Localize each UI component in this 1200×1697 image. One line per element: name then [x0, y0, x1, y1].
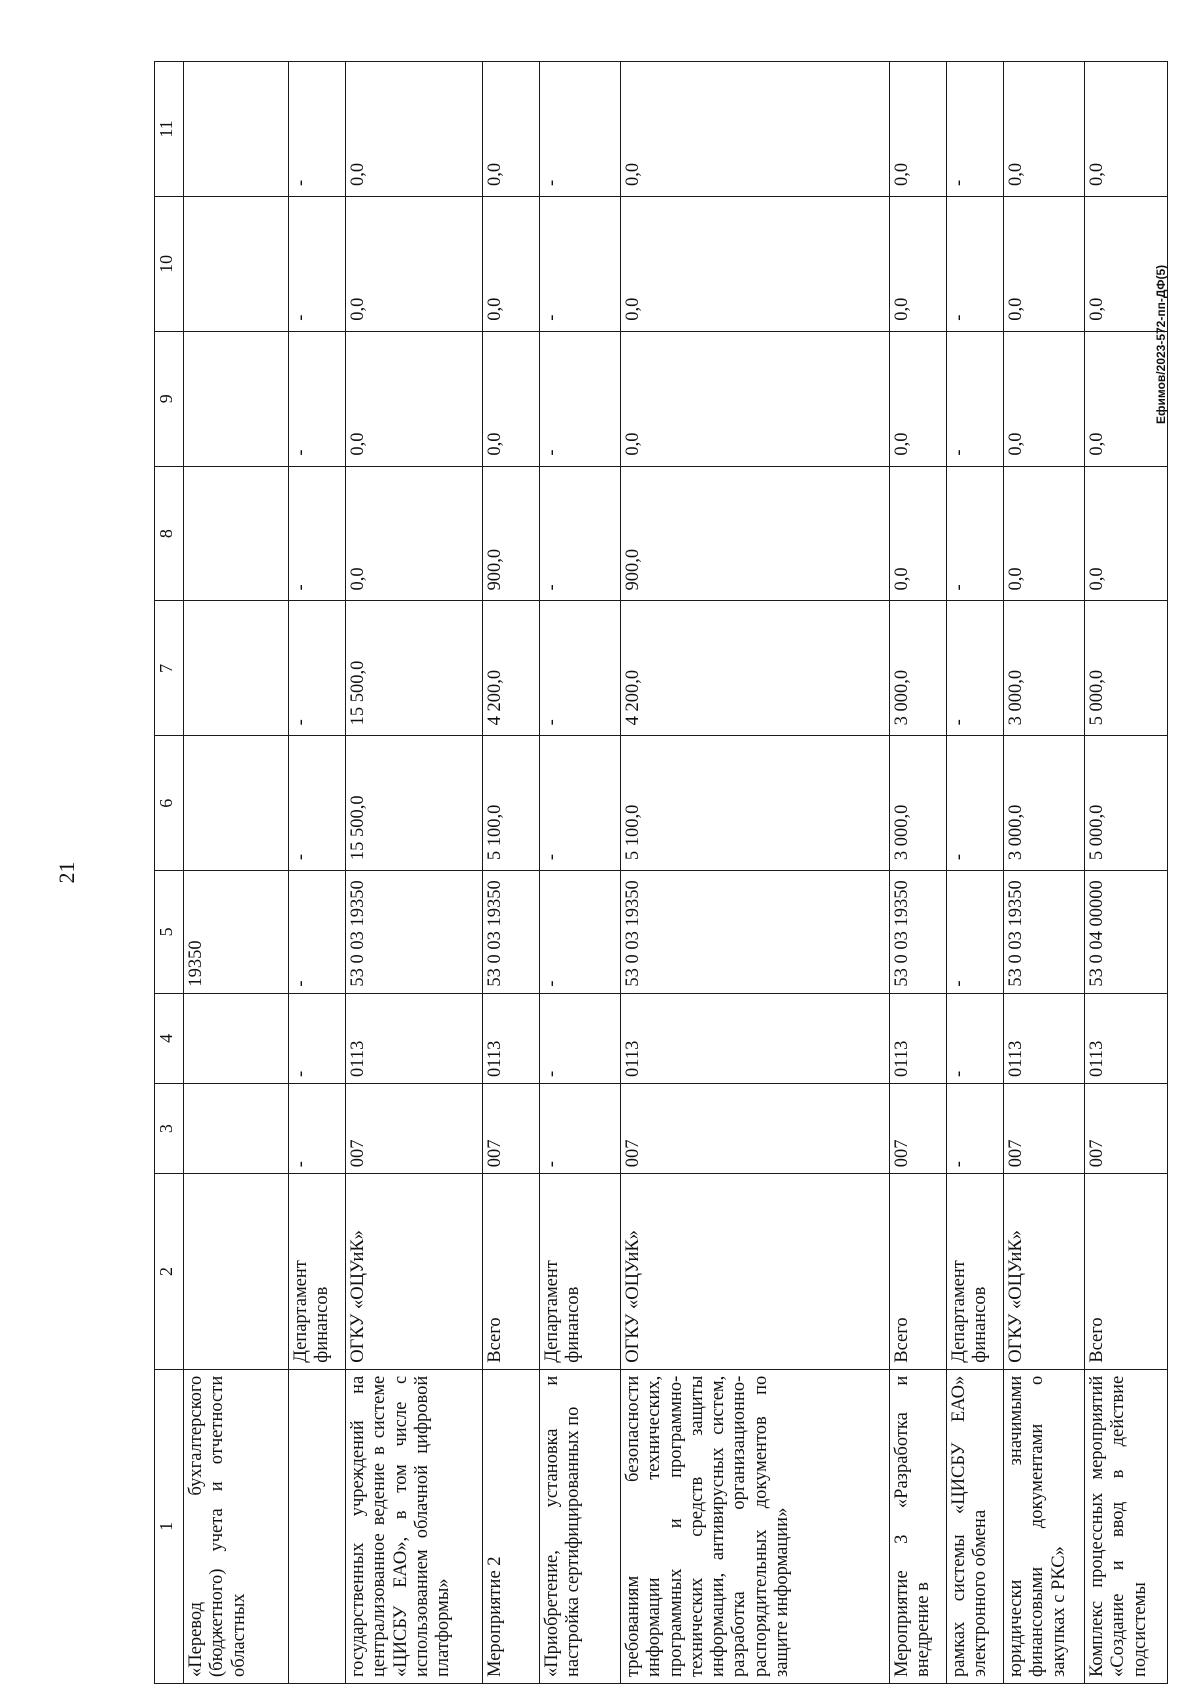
amount-col9-cell: 0,0	[483, 331, 540, 466]
amount-regional-cell: 3 000,0	[890, 601, 947, 736]
event-name-cell: государственных учреждений на централизованное ведение в системе «ЦИСБУ ЕАО», в том числе с использованием облачной цифровой платформы»	[346, 1369, 483, 1683]
amount-federal-cell: 0,0	[1004, 466, 1085, 601]
amount-col11-cell: -	[289, 62, 346, 197]
amount-col10-cell: -	[947, 196, 1004, 331]
amount-federal-cell: 900,0	[621, 466, 890, 601]
gov-code-cell: -	[540, 1083, 621, 1173]
table-row	[346, 62, 483, 1684]
amount-col9-cell	[184, 331, 289, 466]
amount-federal-cell: -	[289, 466, 346, 601]
gov-code-cell: 007	[1004, 1083, 1085, 1173]
amount-col9-cell: 0,0	[1004, 331, 1085, 466]
amount-total-cell: -	[289, 736, 346, 871]
amount-federal-cell: 900,0	[483, 466, 540, 601]
target-article-cell: -	[289, 871, 346, 993]
amount-col9-cell: 0,0	[621, 331, 890, 466]
amount-col11-cell: -	[540, 62, 621, 197]
amount-total-cell: 5 100,0	[621, 736, 890, 871]
column-number: 6	[155, 736, 184, 871]
budget-allocation-table	[154, 61, 1168, 1684]
table-row	[621, 62, 890, 1684]
target-article-cell: -	[540, 871, 621, 993]
gov-code-cell: 007	[483, 1083, 540, 1173]
executor-cell: Всего	[483, 1174, 540, 1369]
amount-regional-cell: 4 200,0	[483, 601, 540, 736]
event-name-cell: требованиям безопасности информации технических, программных и программно-технических средств защиты информации, антивирусных систем, разработка организационно-распорядительных документов по защите информации»	[621, 1369, 890, 1683]
amount-col10-cell: -	[540, 196, 621, 331]
column-number: 4	[155, 993, 184, 1083]
amount-col10-cell: 0,0	[621, 196, 890, 331]
gov-code-cell	[184, 1083, 289, 1173]
amount-col9-cell: -	[289, 331, 346, 466]
section-code-cell: 0113	[890, 993, 947, 1083]
amount-regional-cell: -	[540, 601, 621, 736]
column-number: 8	[155, 466, 184, 601]
executor-cell: Департамент финансов	[540, 1174, 621, 1369]
column-number: 2	[155, 1174, 184, 1369]
column-number: 5	[155, 871, 184, 993]
table-row	[540, 62, 621, 1684]
page-number: 21	[54, 861, 79, 884]
table-row	[890, 62, 947, 1684]
event-name-cell	[289, 1369, 346, 1683]
executor-cell: ОГКУ «ОЦУиК»	[1004, 1174, 1085, 1369]
amount-col9-cell: -	[540, 331, 621, 466]
amount-regional-cell: -	[289, 601, 346, 736]
target-article-cell: 53 0 04 00000	[1085, 871, 1168, 993]
section-code-cell: -	[540, 993, 621, 1083]
amount-federal-cell	[184, 466, 289, 601]
amount-regional-cell: 15 500,0	[346, 601, 483, 736]
amount-col11-cell: 0,0	[1004, 62, 1085, 197]
amount-total-cell: 5 000,0	[1085, 736, 1168, 871]
amount-regional-cell	[184, 601, 289, 736]
table-header-row	[155, 62, 184, 1684]
gov-code-cell: 007	[1085, 1083, 1168, 1173]
executor-cell	[184, 1174, 289, 1369]
executor-cell: Департамент финансов	[947, 1174, 1004, 1369]
amount-federal-cell: -	[947, 466, 1004, 601]
target-article-cell: 53 0 03 19350	[621, 871, 890, 993]
event-name-cell: Мероприятие 3 «Разработка и внедрение в	[890, 1369, 947, 1683]
amount-col9-cell: 0,0	[890, 331, 947, 466]
amount-federal-cell: 0,0	[890, 466, 947, 601]
amount-col11-cell: 0,0	[621, 62, 890, 197]
amount-col9-cell: -	[947, 331, 1004, 466]
amount-col11-cell: 0,0	[1085, 62, 1168, 197]
amount-federal-cell: 0,0	[1085, 466, 1168, 601]
section-code-cell: 0113	[1085, 993, 1168, 1083]
gov-code-cell: 007	[346, 1083, 483, 1173]
section-code-cell: -	[289, 993, 346, 1083]
section-code-cell: -	[947, 993, 1004, 1083]
amount-total-cell: 15 500,0	[346, 736, 483, 871]
document-code: Ефимов/2023-572-пп-ДФ(5)	[1154, 264, 1168, 424]
amount-total-cell	[184, 736, 289, 871]
table-body	[155, 62, 1168, 1684]
amount-federal-cell: 0,0	[346, 466, 483, 601]
amount-col10-cell: -	[289, 196, 346, 331]
amount-col10-cell: 0,0	[1004, 196, 1085, 331]
amount-col11-cell: 0,0	[346, 62, 483, 197]
gov-code-cell: 007	[890, 1083, 947, 1173]
table-row	[947, 62, 1004, 1684]
section-code-cell: 0113	[483, 993, 540, 1083]
target-article-cell: 53 0 03 19350	[1004, 871, 1085, 993]
column-number: 3	[155, 1083, 184, 1173]
table-row	[1004, 62, 1085, 1684]
amount-col11-cell: 0,0	[483, 62, 540, 197]
section-code-cell: 0113	[346, 993, 483, 1083]
gov-code-cell: -	[947, 1083, 1004, 1173]
target-article-cell: 19350	[184, 871, 289, 993]
amount-col11-cell	[184, 62, 289, 197]
amount-col9-cell: 0,0	[1085, 331, 1168, 466]
amount-regional-cell: 3 000,0	[1004, 601, 1085, 736]
amount-total-cell: 3 000,0	[890, 736, 947, 871]
amount-col10-cell	[184, 196, 289, 331]
gov-code-cell: -	[289, 1083, 346, 1173]
target-article-cell: -	[947, 871, 1004, 993]
executor-cell: Всего	[1085, 1174, 1168, 1369]
amount-col11-cell: -	[947, 62, 1004, 197]
section-code-cell: 0113	[1004, 993, 1085, 1083]
target-article-cell: 53 0 03 19350	[483, 871, 540, 993]
amount-total-cell: 3 000,0	[1004, 736, 1085, 871]
amount-regional-cell: 4 200,0	[621, 601, 890, 736]
amount-regional-cell: 5 000,0	[1085, 601, 1168, 736]
section-code-cell	[184, 993, 289, 1083]
table-row	[184, 62, 289, 1684]
amount-col10-cell: 0,0	[483, 196, 540, 331]
event-name-cell: «Приобретение, установка и настройка сертифицированных по	[540, 1369, 621, 1683]
column-number: 10	[155, 196, 184, 331]
column-number: 1	[155, 1369, 184, 1683]
table-row	[289, 62, 346, 1684]
target-article-cell: 53 0 03 19350	[346, 871, 483, 993]
amount-total-cell: -	[947, 736, 1004, 871]
amount-total-cell: -	[540, 736, 621, 871]
section-code-cell: 0113	[621, 993, 890, 1083]
event-name-cell: Комплекс процессных мероприятий «Создание и ввод в действие подсистемы	[1085, 1369, 1168, 1683]
event-name-cell: юридически значимыми финансовыми документами о закупках с РКС»	[1004, 1369, 1085, 1683]
executor-cell: ОГКУ «ОЦУиК»	[346, 1174, 483, 1369]
amount-col10-cell: 0,0	[890, 196, 947, 331]
event-name-cell: Мероприятие 2	[483, 1369, 540, 1683]
column-number: 7	[155, 601, 184, 736]
amount-col9-cell: 0,0	[346, 331, 483, 466]
amount-total-cell: 5 100,0	[483, 736, 540, 871]
executor-cell: Всего	[890, 1174, 947, 1369]
amount-col10-cell: 0,0	[346, 196, 483, 331]
amount-col10-cell: 0,0	[1085, 196, 1168, 331]
target-article-cell: 53 0 03 19350	[890, 871, 947, 993]
amount-regional-cell: -	[947, 601, 1004, 736]
column-number: 11	[155, 62, 184, 197]
executor-cell: Департамент финансов	[289, 1174, 346, 1369]
table-row	[483, 62, 540, 1684]
amount-col11-cell: 0,0	[890, 62, 947, 197]
executor-cell: ОГКУ «ОЦУиК»	[621, 1174, 890, 1369]
rotated-page-content	[54, 61, 1168, 1684]
event-name-cell: «Перевод бухгалтерского (бюджетного) учета и отчетности областных	[184, 1369, 289, 1683]
column-number: 9	[155, 331, 184, 466]
gov-code-cell: 007	[621, 1083, 890, 1173]
amount-federal-cell: -	[540, 466, 621, 601]
event-name-cell: рамках системы «ЦИСБУ ЕАО» электронного обмена	[947, 1369, 1004, 1683]
